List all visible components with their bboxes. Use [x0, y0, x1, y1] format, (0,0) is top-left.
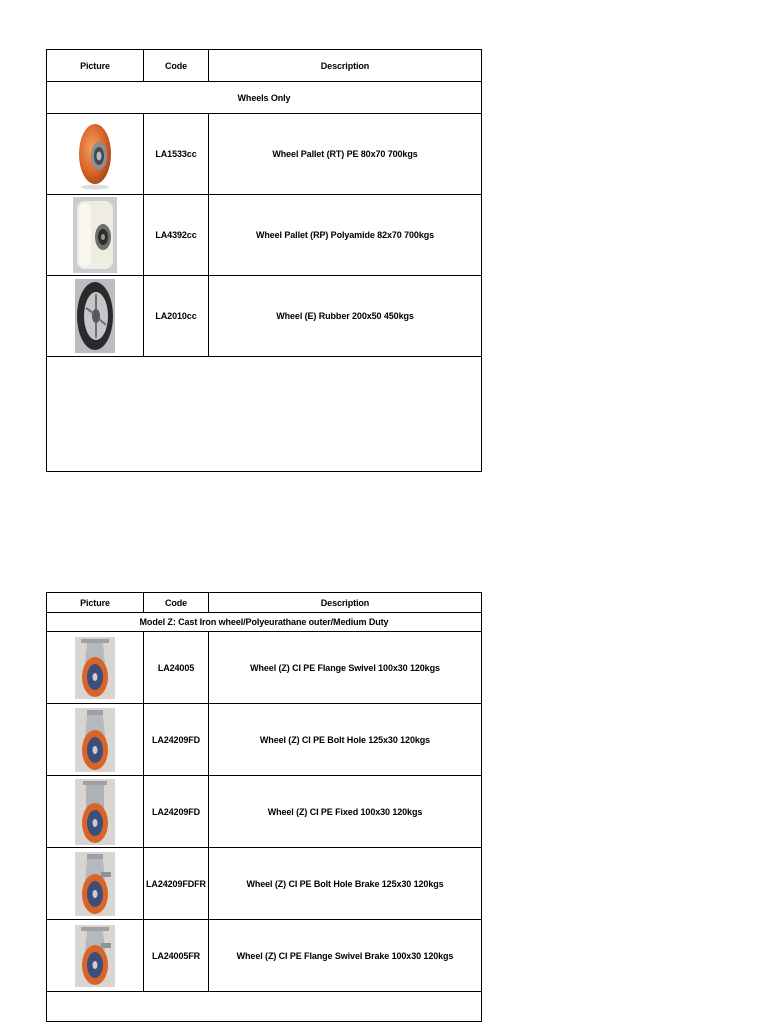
product-code: LA2010cc [144, 276, 209, 357]
black-rubber-wheel-image [75, 279, 115, 353]
section-title: Wheels Only [47, 82, 482, 114]
table-row [47, 195, 482, 276]
product-description: Wheel (Z) CI PE Flange Swivel Brake 100x30 120kgs [209, 920, 482, 992]
product-code: LA24005 [144, 632, 209, 704]
product-description: Wheel Pallet (RT) PE 80x70 700kgs [209, 114, 482, 195]
product-description: Wheel Pallet (RP) Polyamide 82x70 700kgs [209, 195, 482, 276]
product-picture-cell [47, 195, 144, 276]
product-picture-cell [47, 114, 144, 195]
white-nylon-wheel-image [73, 197, 117, 273]
header-description: Description [209, 50, 482, 82]
table-row [47, 704, 482, 776]
table-row [47, 848, 482, 920]
product-code: LA4392cc [144, 195, 209, 276]
section-title: Model Z: Cast Iron wheel/Polyeurathane outer/Medium Duty [47, 613, 482, 632]
header-picture: Picture [47, 593, 144, 613]
table-row [47, 920, 482, 992]
product-description: Wheel (Z) CI PE Bolt Hole Brake 125x30 120kgs [209, 848, 482, 920]
product-code: LA24209FD [144, 776, 209, 848]
product-picture-cell [47, 920, 144, 992]
empty-row [47, 992, 482, 1022]
product-description: Wheel (Z) CI PE Flange Swivel 100x30 120kgs [209, 632, 482, 704]
wheels-only-table [46, 49, 482, 472]
model-z-table [46, 592, 482, 1022]
product-picture-cell [47, 848, 144, 920]
header-description: Description [209, 593, 482, 613]
product-description: Wheel (Z) CI PE Bolt Hole 125x30 120kgs [209, 704, 482, 776]
product-picture-cell [47, 704, 144, 776]
orange-pallet-wheel-image [73, 118, 117, 190]
header-code: Code [144, 593, 209, 613]
table-header-row [47, 50, 482, 82]
section-row [47, 82, 482, 114]
section-row [47, 613, 482, 632]
swivel-caster-image [75, 708, 115, 772]
product-description: Wheel (Z) CI PE Fixed 100x30 120kgs [209, 776, 482, 848]
fixed-caster-image [75, 779, 115, 845]
product-code: LA1533cc [144, 114, 209, 195]
table-row [47, 114, 482, 195]
table-row [47, 632, 482, 704]
table-row [47, 776, 482, 848]
product-description: Wheel (E) Rubber 200x50 450kgs [209, 276, 482, 357]
brake-caster-image [75, 852, 115, 916]
swivel-caster-image [75, 637, 115, 699]
product-code: LA24209FDFR [144, 848, 209, 920]
table-row [47, 276, 482, 357]
product-code: LA24005FR [144, 920, 209, 992]
empty-row [47, 357, 482, 472]
product-picture-cell [47, 632, 144, 704]
brake-caster-image [75, 925, 115, 987]
product-picture-cell [47, 276, 144, 357]
header-picture: Picture [47, 50, 144, 82]
product-code: LA24209FD [144, 704, 209, 776]
table-header-row [47, 593, 482, 613]
header-code: Code [144, 50, 209, 82]
product-picture-cell [47, 776, 144, 848]
